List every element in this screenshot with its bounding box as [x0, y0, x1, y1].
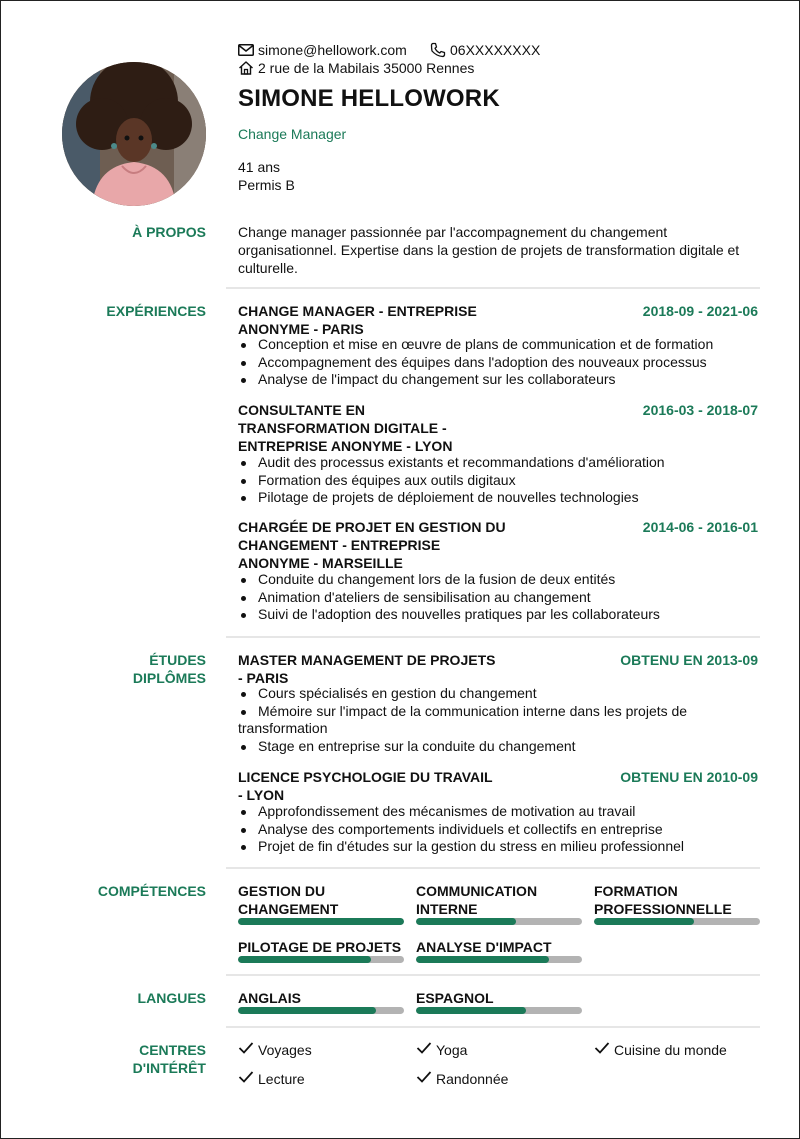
title-line: LICENCE PSYCHOLOGIE DU TRAVAIL — [238, 769, 493, 785]
title-line: CHANGE MANAGER - ENTREPRISE — [238, 303, 477, 319]
list-item: Projet de fin d'études sur la gestion du stress en milieu professionnel — [238, 838, 760, 856]
skill-name-line: PILOTAGE DE PROJETS — [238, 939, 402, 955]
skill-name — [416, 938, 582, 956]
contact-email[interactable] — [238, 42, 407, 58]
list-item: Conception et mise en œuvre de plans de communication et de formation — [238, 336, 760, 354]
education-bullets — [238, 803, 760, 856]
title-line: ANONYME - MARSEILLE — [238, 555, 403, 571]
interest-label: Randonnée — [436, 1070, 509, 1087]
language-name: ANGLAIS — [238, 990, 301, 1006]
list-item: Stage en entreprise sur la conduite du changement — [238, 738, 760, 756]
skill-item — [416, 882, 582, 925]
list-item: Cours spécialisés en gestion du changement — [238, 685, 760, 703]
skill-item — [594, 882, 760, 925]
education-date: OBTENU EN 2010-09 — [620, 769, 758, 785]
list-item: Mémoire sur l'impact de la communication interne dans les projets de transformation — [238, 703, 760, 738]
phone-icon — [430, 42, 446, 58]
education-title — [238, 651, 495, 687]
skill-item — [238, 882, 404, 925]
list-item: Animation d'ateliers de sensibilisation au changement — [238, 589, 760, 607]
age: 41 ans — [238, 159, 281, 175]
section-label-experiences: EXPÉRIENCES — [106, 303, 206, 319]
skill-item — [416, 938, 582, 963]
experience-date: 2018-09 - 2021-06 — [642, 303, 758, 319]
title-line: CONSULTANTE EN — [238, 402, 366, 418]
language-bar — [416, 1007, 582, 1014]
skill-bar-fill — [238, 956, 371, 963]
list-item: Analyse de l'impact du changement sur les collaborateurs — [238, 371, 760, 389]
skill-name-line: CHANGEMENT — [238, 901, 339, 917]
skill-name-line: GESTION DU — [238, 883, 326, 899]
interest-label: Yoga — [436, 1041, 468, 1058]
skill-bar-fill — [416, 918, 516, 925]
checkmark-icon — [238, 1041, 258, 1058]
language-item — [416, 989, 582, 1014]
label-line: ÉTUDES — [149, 652, 206, 668]
title-line: ANONYME - PARIS — [238, 321, 364, 337]
skill-bar-fill — [594, 918, 694, 925]
list-item: Formation des équipes aux outils digitaux — [238, 472, 760, 490]
skill-name-line: PROFESSIONNELLE — [594, 901, 732, 917]
skill-bar — [238, 918, 404, 925]
skill-item — [238, 938, 404, 963]
skill-name-line: INTERNE — [416, 901, 478, 917]
skill-name — [594, 882, 760, 918]
experience-bullets — [238, 336, 760, 389]
language-bar — [238, 1007, 404, 1014]
label-line: DIPLÔMES — [132, 670, 206, 686]
interest-label: Lecture — [258, 1070, 305, 1087]
skill-name — [238, 882, 404, 918]
experience-bullets — [238, 454, 760, 507]
section-label-about: À PROPOS — [132, 224, 206, 240]
envelope-icon — [238, 44, 254, 56]
skill-name-line: ANALYSE D'IMPACT — [416, 939, 552, 955]
candidate-name: SIMONE HELLOWORK — [238, 85, 500, 112]
home-icon — [238, 60, 254, 76]
education-date: OBTENU EN 2013-09 — [620, 652, 758, 668]
checkmark-icon — [416, 1041, 436, 1058]
phone-text[interactable]: 06XXXXXXXX — [450, 42, 541, 58]
experience-title — [238, 518, 506, 572]
skill-bar — [416, 918, 582, 925]
title-line: TRANSFORMATION DIGITALE - — [238, 420, 447, 436]
checkmark-icon — [594, 1041, 614, 1058]
experience-date: 2016-03 - 2018-07 — [642, 402, 758, 418]
language-name: ESPAGNOL — [416, 990, 494, 1006]
contact-address — [238, 60, 474, 76]
divider — [226, 636, 760, 638]
about-text: Change manager passionnée par l'accompagnement du changement organisationnel. Expertise dans la gestion de projets de transformation digitale et culturelle. — [238, 224, 740, 276]
list-item: Audit des processus existants et recommandations d'amélioration — [238, 454, 760, 472]
job-title: Change Manager — [238, 126, 347, 142]
interest-item — [238, 1070, 305, 1087]
address-text: 2 rue de la Mabilais 35000 Rennes — [258, 60, 475, 76]
label-line: D'INTÉRÊT — [132, 1060, 206, 1076]
title-line: ENTREPRISE ANONYME - LYON — [238, 438, 453, 454]
skill-bar — [594, 918, 760, 925]
contact-phone[interactable] — [430, 42, 540, 58]
email-text[interactable]: simone@hellowork.com — [258, 42, 407, 58]
language-item — [238, 989, 404, 1014]
list-item: Conduite du changement lors de la fusion de deux entités — [238, 571, 760, 589]
section-label-education — [41, 651, 206, 687]
title-line: MASTER MANAGEMENT DE PROJETS — [238, 652, 496, 668]
title-line: CHANGEMENT - ENTREPRISE — [238, 537, 441, 553]
experience-bullets — [238, 571, 760, 624]
divider — [226, 287, 760, 289]
list-item: Suivi de l'adoption des nouvelles pratiques par les collaborateurs — [238, 606, 760, 624]
education-bullets — [238, 685, 760, 755]
divider — [226, 974, 760, 976]
skill-bar-fill — [238, 918, 404, 925]
title-line: CHARGÉE DE PROJET EN GESTION DU — [238, 519, 506, 535]
section-label-skills: COMPÉTENCES — [97, 883, 206, 899]
experience-date: 2014-06 - 2016-01 — [642, 519, 758, 535]
skill-name-line: FORMATION — [594, 883, 678, 899]
language-bar-fill — [416, 1007, 526, 1014]
list-item: Analyse des comportements individuels et collectifs en entreprise — [238, 821, 760, 839]
experience-title — [238, 401, 452, 455]
section-label-languages: LANGUES — [137, 990, 206, 1006]
interest-item — [238, 1041, 312, 1058]
checkmark-icon — [416, 1070, 436, 1087]
interest-label: Cuisine du monde — [614, 1041, 727, 1058]
divider — [226, 1026, 760, 1028]
interest-item — [416, 1070, 508, 1087]
profile-photo — [62, 62, 206, 206]
education-title — [238, 768, 493, 804]
skill-bar — [416, 956, 582, 963]
skill-name — [238, 938, 404, 956]
title-line: - PARIS — [238, 670, 289, 686]
section-label-interests — [41, 1041, 206, 1077]
skill-bar — [238, 956, 404, 963]
divider — [226, 867, 760, 869]
checkmark-icon — [238, 1070, 258, 1087]
interest-item — [594, 1041, 727, 1058]
interest-item — [416, 1041, 467, 1058]
experience-title — [238, 302, 477, 338]
title-line: - LYON — [238, 787, 285, 803]
skill-name-line: COMMUNICATION — [416, 883, 538, 899]
list-item: Approfondissement des mécanismes de motivation au travail — [238, 803, 760, 821]
interest-label: Voyages — [258, 1041, 312, 1058]
list-item: Accompagnement des équipes dans l'adoption des nouveaux processus — [238, 354, 760, 372]
driving-license: Permis B — [238, 177, 295, 193]
list-item: Pilotage de projets de déploiement de nouvelles technologies — [238, 489, 760, 507]
skill-name — [416, 882, 582, 918]
label-line: CENTRES — [139, 1042, 206, 1058]
skill-bar-fill — [416, 956, 549, 963]
language-bar-fill — [238, 1007, 376, 1014]
